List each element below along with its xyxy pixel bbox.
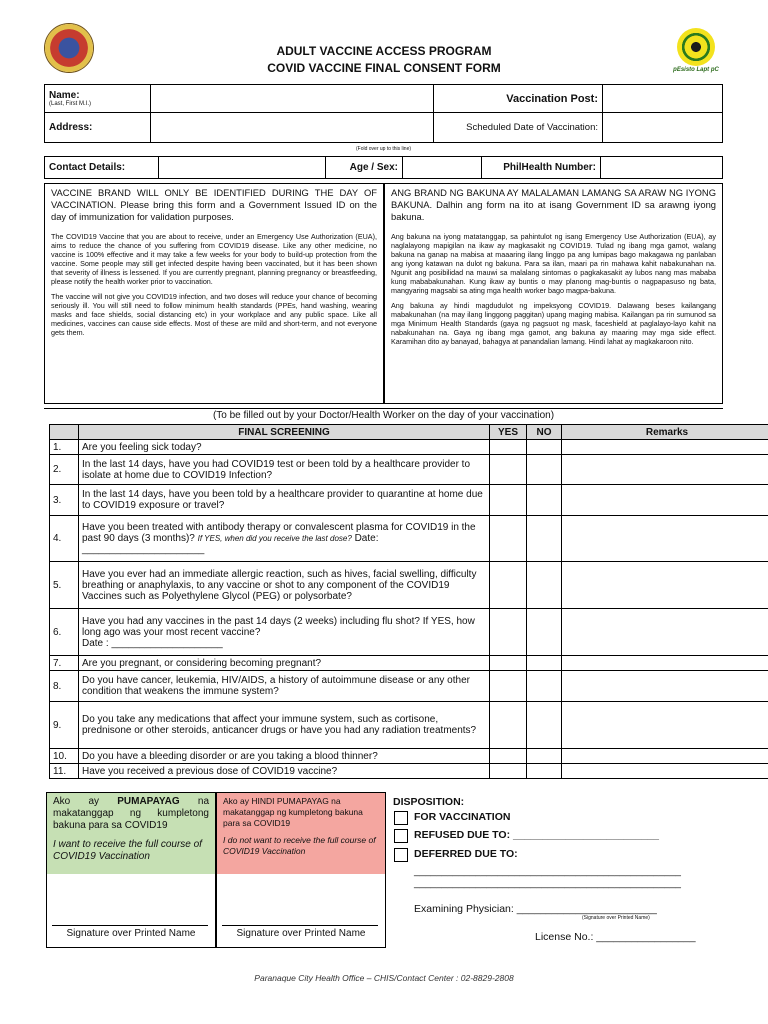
footer-contact: Paranaque City Health Office – CHIS/Contact Center : 02-8829-2808 (254, 973, 514, 983)
address-field[interactable] (151, 113, 434, 143)
question-number: 9. (50, 702, 79, 749)
remarks-field[interactable] (562, 671, 768, 702)
no-checkbox[interactable] (527, 516, 562, 562)
agree-consent-panel (47, 793, 215, 874)
english-paragraph-1: VACCINE BRAND WILL ONLY BE IDENTIFIED DURING THE DAY OF VACCINATION. Please bring this form and a Government Issued ID on the day of immunization for validation purposes. (51, 187, 377, 222)
question-text: Are you feeling sick today? (79, 440, 490, 455)
question-text (79, 516, 490, 562)
question-text: In the last 14 days, have you been told by a healthcare provider to quarantine at home due to COVID19 exposure or travel? (79, 485, 490, 516)
agree-signature-label: Signature over Printed Name (66, 928, 196, 939)
fold-note: (Fold over up to this line) (355, 146, 412, 152)
name-sub-label: (Last, First M.I.) (49, 101, 91, 107)
age-sex-label: Age / Sex: (326, 157, 403, 179)
deferred-reason-line[interactable]: ________________________________________________ (414, 878, 681, 889)
remarks-field[interactable] (562, 485, 768, 516)
question-text: Do you have cancer, leukemia, HIV/AIDS, a history of autoimmune disease or any other condition that weakens the immune system? (79, 671, 490, 702)
question-main-text: Have you had any vaccines in the past 14 days (2 weeks) including flu shot? If YES, how long ago was your most recent vaccine? (82, 615, 475, 638)
no-checkbox[interactable] (527, 440, 562, 455)
philhealth-field[interactable] (601, 157, 723, 179)
english-paragraph-3: The vaccine will not give you COVID19 infection, and two doses will reduce your chance of becoming seriously ill. You will still need to follow minimum health standards (PPEs, hand washing, wearing masks and face shields, social distancing etc) in your workplace and any public space. Like all medicines, vaccines can cause side effects. Most of these are mild and short-term, and not everyone gets them. (51, 292, 377, 337)
examining-physician-field[interactable]: Examining Physician: ________________________ (414, 903, 657, 915)
sun-emblem-icon (677, 28, 715, 66)
remarks-field[interactable] (562, 656, 768, 671)
remarks-field[interactable] (562, 764, 768, 779)
address-label: Address: (45, 113, 151, 143)
name-field[interactable] (151, 85, 434, 113)
city-seal-logo (45, 24, 93, 72)
screening-table (49, 424, 768, 779)
name-cell (45, 85, 151, 113)
yes-header: YES (490, 425, 527, 440)
remarks-field[interactable] (562, 702, 768, 749)
personal-info-table (44, 84, 723, 143)
disposition-title: DISPOSITION: (393, 796, 465, 808)
question-text: Have you received a previous dose of COVID19 vaccine? (79, 764, 490, 779)
right-logo (667, 24, 725, 80)
yes-checkbox[interactable] (490, 702, 527, 749)
question-text: Have you ever had an immediate allergic reaction, such as hives, facial swelling, difficulty breathing or anaphylaxis, to any vaccine or shot to any component of the COVID19 Vaccines such as Polyethylene Glycol (PEG) or polysorbate? (79, 562, 490, 609)
no-checkbox[interactable] (527, 455, 562, 485)
question-number: 3. (50, 485, 79, 516)
yes-checkbox[interactable] (490, 749, 527, 764)
disagree-signature-line[interactable] (222, 925, 378, 926)
scheduled-date-label: Scheduled Date of Vaccination: (434, 113, 603, 143)
question-text: Are you pregnant, or considering becoming pregnant? (79, 656, 490, 671)
agree-keyword: PUMAPAYAG (117, 796, 180, 807)
yes-checkbox[interactable] (490, 562, 527, 609)
remarks-field[interactable] (562, 749, 768, 764)
age-sex-field[interactable] (403, 157, 482, 179)
disagree-signature-label: Signature over Printed Name (236, 928, 366, 939)
no-checkbox[interactable] (527, 485, 562, 516)
question-main-text: Have you been treated with antibody therapy or convalescent plasma for COVID19 in the past 90 days (3 months)? (82, 522, 476, 544)
question-number: 10. (50, 749, 79, 764)
no-checkbox[interactable] (527, 671, 562, 702)
for-vaccination-checkbox[interactable] (394, 811, 408, 825)
contact-field[interactable] (159, 157, 326, 179)
yes-checkbox[interactable] (490, 455, 527, 485)
scheduled-date-field[interactable] (603, 113, 723, 143)
question-number: 7. (50, 656, 79, 671)
for-vaccination-label: FOR VACCINATION (414, 811, 511, 823)
disagree-text: Ako ay HINDI PUMAPAYAG na makatanggap ng kumpletong bakuna para sa COVID19 (223, 796, 363, 828)
date-line: Date : ____________________ (82, 637, 223, 649)
english-paragraph-2: The COVID19 Vaccine that you are about to receive, under an Emergency Use Authorization (EUA), aims to reduce the chance of you suffering from COVID19 disease. Like any other medicine, no vaccine is 100% effective and it may take a few weeks for your body to build-up protection from the vaccine. Some people may still get infected despite having been vaccinated, but it has been shown that severity of illness is lessened. If you are currently pregnant, planning pregnancy or breastfeeding, please notify the health worker prior to vaccination. (51, 232, 377, 286)
filipino-paragraph-3: Ang bakuna ay hindi magdudulot ng impeksyong COVID19. Dalawang beses kailangang mabakunahan (na may ilang linggong paggitan) upang maging mabisa. Kailangan pa rin sumunod sa mga Minimum Health Standards (gaya ng pagsuot ng mask, faceshield at paglalayo-layo kahit na nabakunahan na. Gaya ng ibang mga gamot, ang bakuna ay maaring may mga side effect. Karamihan dito ay banayad, bahagya at panandalian lamang. Hindi lahat ay magkakaroon nito. (391, 301, 716, 346)
yes-checkbox[interactable] (490, 764, 527, 779)
remarks-field[interactable] (562, 516, 768, 562)
no-checkbox[interactable] (527, 609, 562, 656)
filipino-info-box (384, 183, 723, 404)
refused-checkbox[interactable] (394, 829, 408, 843)
remarks-field[interactable] (562, 440, 768, 455)
philhealth-label: PhilHealth Number: (482, 157, 601, 179)
question-number: 4. (50, 516, 79, 562)
deferred-label: DEFERRED DUE TO: (414, 848, 518, 860)
filipino-paragraph-1: ANG BRAND NG BAKUNA AY MALALAMAN LAMANG SA ARAW NG IYONG BAKUNA. Dalhin ang form na ito at isang Government ID sa arawng iyong bakuna. (391, 187, 716, 222)
yes-checkbox[interactable] (490, 656, 527, 671)
program-title: ADULT VACCINE ACCESS PROGRAM (276, 44, 492, 58)
remarks-header: Remarks (562, 425, 768, 440)
question-text (79, 609, 490, 656)
english-info-box (44, 183, 384, 404)
date-line: Date: ______________________ (82, 533, 379, 555)
filipino-paragraph-2: Ang bakuna na iyong matatanggap, sa pahintulot ng isang Emergency Use Authorization (EUA), ay naglalayong mapigilan na ikaw ay magkasakit ng COVID19. Tulad ng ibang mga gamot, walang bakuna na ganap na mabisa at maaaring ilang linggo pa ang lumipas bago makagawa ng panlaban ang iyong katawan na dulot ng bakuna. Para sa ilan, maari pa rin mahawa kahit nabakunahan na. Ngunit ang posibilidad na mauwi sa malalang sintomas o pagkakasakit ay lubos nang mas mababa kung mababakunahan. Kung ikaw ay buntis o may planong mag-buntis o nagpapasuso ng bata, mangyaring magsabi sa ating mga health worker bago magpa-bakuna. (391, 232, 716, 295)
no-checkbox[interactable] (527, 764, 562, 779)
no-checkbox[interactable] (527, 656, 562, 671)
question-italic-note: If YES, when did you receive the last dose? (197, 534, 352, 543)
no-header: NO (527, 425, 562, 440)
number-header (50, 425, 79, 440)
question-number: 2. (50, 455, 79, 485)
contact-label: Contact Details: (45, 157, 159, 179)
yes-checkbox[interactable] (490, 516, 527, 562)
yes-checkbox[interactable] (490, 671, 527, 702)
yes-checkbox[interactable] (490, 440, 527, 455)
physician-signature-note: (Signature over Printed Name) (582, 915, 650, 921)
form-title: COVID VACCINE FINAL CONSENT FORM (267, 61, 501, 75)
screening-note: (To be filled out by your Doctor/Health Worker on the day of your vaccination) (212, 410, 555, 421)
question-text: Do you take any medications that affect your immune system, such as cortisone, prednisone or other steroids, anticancer drugs or have you had any radiation treatments? (79, 702, 490, 749)
remarks-field[interactable] (562, 609, 768, 656)
logo-tagline: pEsisto Lapt pC (673, 67, 719, 73)
no-checkbox[interactable] (527, 702, 562, 749)
disagree-consent-panel (217, 793, 385, 874)
agree-signature-line[interactable] (52, 925, 208, 926)
no-checkbox[interactable] (527, 749, 562, 764)
vaccination-post-field[interactable] (603, 85, 723, 113)
agree-text: na makatanggap ng kumpletong bakuna para sa COVID19 (53, 796, 210, 831)
name-label: Name: (49, 90, 80, 101)
question-number: 11. (50, 764, 79, 779)
agree-prefix: Ako ay (53, 796, 100, 807)
question-number: 6. (50, 609, 79, 656)
section-divider (44, 408, 723, 409)
refused-label: REFUSED DUE TO: _________________________ (414, 829, 659, 841)
question-number: 8. (50, 671, 79, 702)
remarks-field[interactable] (562, 455, 768, 485)
remarks-field[interactable] (562, 562, 768, 609)
disagree-english-text: I do not want to receive the full course of COVID19 Vaccination (223, 835, 376, 856)
question-number: 1. (50, 440, 79, 455)
vaccination-post-label: Vaccination Post: (434, 85, 603, 113)
question-text: Do you have a bleeding disorder or are you taking a blood thinner? (79, 749, 490, 764)
yes-checkbox[interactable] (490, 609, 527, 656)
deferred-checkbox[interactable] (394, 848, 408, 862)
no-checkbox[interactable] (527, 562, 562, 609)
agree-english-text: I want to receive the full course of COVID19 Vaccination (53, 839, 202, 862)
yes-checkbox[interactable] (490, 485, 527, 516)
contact-table (44, 156, 723, 179)
deferred-reason-line[interactable]: ________________________________________________ (414, 866, 681, 877)
license-number-field[interactable]: License No.: _________________ (535, 931, 696, 943)
question-number: 5. (50, 562, 79, 609)
final-screening-header: FINAL SCREENING (79, 425, 490, 440)
question-text: In the last 14 days, have you had COVID19 test or been told by a healthcare provider to isolate at home due to COVID19 Infection? (79, 455, 490, 485)
